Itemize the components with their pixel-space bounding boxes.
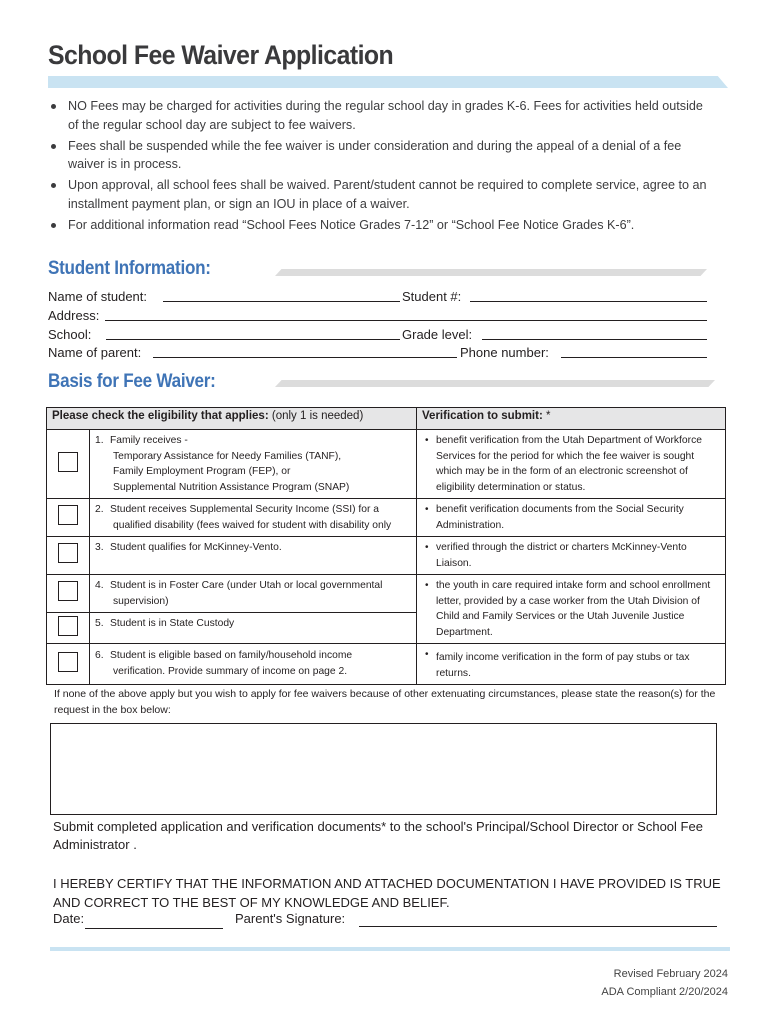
date-label: Date: [53,911,85,926]
student-section-bar [275,269,707,276]
bullet-item: For additional information read “School Fees Notice Grades 7-12” or “School Fee Notice Grades K-6”. [48,216,708,235]
date-field[interactable] [85,928,223,929]
student-name-field[interactable] [163,301,400,302]
table-row [47,499,726,537]
checkbox-household-income[interactable] [58,652,78,672]
verification-item-3: • verified through the district or charters McKinney-Vento Liaison. [418,538,724,573]
verification-item-4: • the youth in care required intake form and school enrollment letter, provided by a case worker from the Utah Division of Child and Family Services or the Utah Juvenile Justice Department. [418,576,724,642]
eligibility-item-4: 4. Student is in Foster Care (under Utah or local governmental supervision) [95,580,383,607]
revised-date: Revised February 2024 [613,968,728,980]
table-row [47,575,726,613]
other-circumstances-note: If none of the above apply but you wish to apply for fee waivers because of other extenuating circumstances, please state the reason(s) for the request in the box below: [54,688,716,716]
bullet-item: NO Fees may be charged for activities during the regular school day in grades K-6. Fees for activities held outside of the regular school day are subject to fee waivers. [48,97,708,134]
eligibility-item-1: 1. Family receives - Temporary Assistance for Needy Families (TANF), Family Employment Program (FEP), or Supplemental Nutrition Assistance Program (SNAP) [95,435,350,493]
phone-number-label: Phone number: [460,345,549,360]
basis-heading: Basis for Fee Waiver: [48,371,216,392]
table-row [47,537,726,575]
bullet-item: Upon approval, all school fees shall be waived. Parent/student cannot be required to complete service, agree to an installment payment plan, or sign an IOU in place of a waiver. [48,176,708,213]
grade-level-label: Grade level: [402,327,473,342]
footer-divider [50,947,730,951]
phone-number-field[interactable] [561,357,707,358]
eligibility-item-2: 2. Student receives Supplemental Security Income (SSI) for a qualified disability (fees waived for student with disability only [95,504,392,531]
school-field[interactable] [106,339,400,340]
student-number-field[interactable] [470,301,707,302]
title-underline-bar [48,76,728,88]
eligibility-item-3: 3. Student qualifies for McKinney-Vento. [95,542,282,553]
checkbox-foster-care[interactable] [58,581,78,601]
table-row [47,644,726,685]
verification-item-2: • benefit verification documents from the Social Security Administration. [418,500,724,535]
reason-textbox[interactable] [50,723,717,815]
student-name-label: Name of student: [48,289,147,304]
parent-name-field[interactable] [153,357,457,358]
checkbox-mckinney-vento[interactable] [58,543,78,563]
address-label: Address: [48,308,100,323]
certification-statement: I HEREBY CERTIFY THAT THE INFORMATION AND ATTACHED DOCUMENTATION I HAVE PROVIDED IS TRUE AND CORRECT TO THE BEST OF MY KNOWLEDGE AND BELIEF. [53,876,721,910]
grade-level-field[interactable] [482,339,707,340]
info-bullet-list [48,97,708,237]
table-header-row [47,408,726,430]
school-label: School: [48,327,92,342]
revision-info [601,965,728,1001]
basis-section-bar [275,380,715,387]
verification-item-1: • benefit verification from the Utah Department of Workforce Services for the period for which the fee waiver is sought which may be in the form of an electronic screenshot of eligibility determination or status. [418,431,724,497]
student-number-label: Student #: [402,289,462,304]
eligibility-item-5: 5. Student is in State Custody [95,618,235,629]
ada-compliance-date: ADA Compliant 2/20/2024 [601,986,728,998]
checkbox-tanf-fep-snap[interactable] [58,452,78,472]
page-title: School Fee Waiver Application [48,40,394,70]
parent-name-label: Name of parent: [48,345,142,360]
signature-field[interactable] [359,926,717,927]
table-row [47,430,726,499]
eligibility-table [46,407,726,685]
verification-column-header: Verification to submit: * [417,408,726,430]
signature-label: Parent's Signature: [235,911,346,926]
address-field[interactable] [105,320,707,321]
student-information-heading: Student Information: [48,258,211,279]
checkbox-ssi[interactable] [58,505,78,525]
submit-instructions: Submit completed application and verification documents* to the school's Principal/School Director or School Fee Administrator . [53,819,703,852]
verification-item-6: • family income verification in the form of pay stubs or tax returns. [418,645,724,683]
eligibility-column-header: Please check the eligibility that applies: (only 1 is needed) [47,408,417,430]
checkbox-state-custody[interactable] [58,616,78,636]
bullet-item: Fees shall be suspended while the fee waiver is under consideration and during the appeal of a denial of a fee waiver is in process. [48,137,708,174]
eligibility-item-6: 6. Student is eligible based on family/household income verification. Provide summary of income on page 2. [95,650,353,677]
